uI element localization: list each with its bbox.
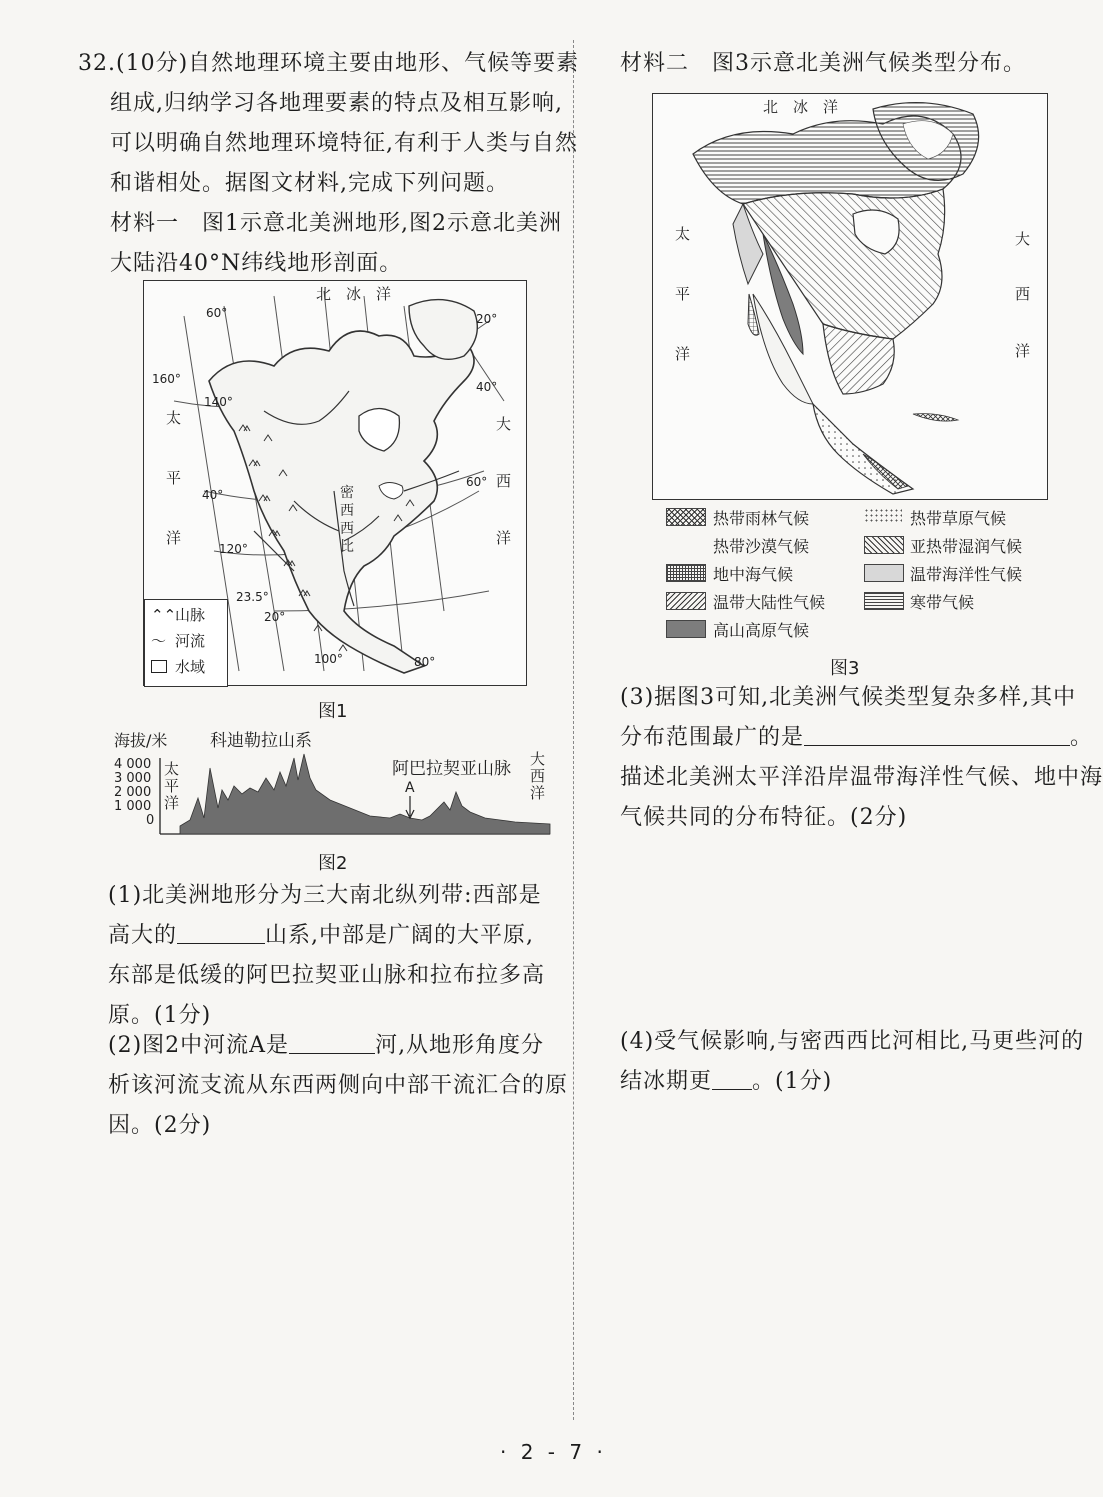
part3-text: 分布范围最广的是 [620, 725, 805, 750]
part1-line: 东部是低缓的阿巴拉契亚山脉和拉布拉多高 [108, 963, 546, 988]
legend-label: 热带沙漠气候 [713, 537, 810, 556]
longitude-label: 160° [152, 372, 181, 386]
legend-row-mountain [151, 604, 205, 625]
part4-line-with-blank [620, 1062, 1084, 1102]
atlantic-ocean-char: 洋 [496, 529, 512, 547]
part4-text: 。(1分) [752, 1069, 833, 1094]
answer-blank-3[interactable] [804, 721, 1070, 746]
subtropical-humid-swatch [864, 536, 904, 554]
part1-line-with-blank [108, 916, 545, 956]
appalachian-label: 阿巴拉契亚山脉 [392, 759, 511, 779]
part4-text: 结冰期更 [620, 1069, 713, 1094]
legend-label: 水域 [175, 658, 206, 676]
question-line: 32.(10分)自然地理环境主要由地形、气候等要素 [78, 51, 580, 76]
legend-label: 地中海气候 [713, 565, 794, 584]
latitude-label: 40° [202, 488, 224, 502]
page-number: · 2 - 7 · [500, 1440, 607, 1464]
legend-label: 热带雨林气候 [713, 509, 810, 528]
river-icon: 〜 [151, 632, 167, 650]
y-tick-label: 1 000 [114, 799, 152, 814]
legend-label: 高山高原气候 [713, 621, 810, 640]
legend-label: 亚热带湿润气候 [910, 537, 1023, 556]
longitude-label: 80° [414, 655, 436, 669]
part2-line-with-blank [108, 1026, 568, 1066]
pacific-ocean-char: 洋 [675, 345, 691, 363]
legend-label: 寒带气候 [910, 593, 975, 612]
atlantic-ocean-char: 大 [496, 415, 512, 433]
figure3-caption: 图3 [830, 658, 860, 679]
legend-label: 山脉 [175, 606, 206, 624]
river-a-label: A [405, 780, 415, 796]
arctic-ocean-label: 北 冰 洋 [763, 98, 839, 116]
atlantic-ocean-char: 洋 [1015, 342, 1031, 360]
profile-svg [110, 728, 555, 840]
atlantic-ocean-char: 西 [496, 472, 512, 490]
atlantic-ocean-char: 大 [1015, 230, 1031, 248]
material2-line: 材料二 图3示意北美洲气候类型分布。 [620, 51, 1026, 76]
y-axis-title: 海拔/米 [114, 731, 168, 750]
pacific-ocean-char: 太 [675, 225, 691, 243]
longitude-label: 140° [204, 395, 233, 409]
pacific-ocean-char: 平 [675, 285, 691, 303]
mountain-icon: ⌃⌃ [151, 606, 177, 624]
part2-line: 因。(2分) [108, 1113, 212, 1138]
pacific-char: 太 [164, 760, 180, 778]
cordillera-label: 科迪勒拉山系 [210, 731, 312, 751]
part1-text: 山系,中部是广阔的大平原, [265, 923, 535, 948]
part2-text: (2)图2中河流A是 [108, 1033, 290, 1058]
part1-question [108, 876, 545, 1036]
part4-line: (4)受气候影响,与密西西比河相比,马更些河的 [620, 1029, 1085, 1054]
answer-blank-2[interactable] [289, 1029, 375, 1054]
question-line: 可以明确自然地理环境特征,有利于人类与自然 [110, 131, 578, 156]
part1-line: (1)北美洲地形分为三大南北纵列带:西部是 [108, 883, 542, 908]
highland-swatch [666, 620, 706, 638]
question-line: 和谐相处。据图文材料,完成下列问题。 [110, 171, 509, 196]
part2-line: 析该河流支流从东西两侧向中部干流汇合的原 [108, 1073, 569, 1098]
pacific-ocean-char: 太 [166, 409, 182, 427]
figure2-profile [110, 728, 555, 840]
longitude-label: 60° [206, 306, 228, 320]
material1-line: 大陆沿40°N纬线地形剖面。 [110, 251, 403, 276]
part4-question [620, 1022, 1084, 1102]
part2-question [108, 1026, 568, 1146]
cold-climate-swatch [864, 592, 904, 610]
legend-label: 温带大陆性气候 [713, 593, 826, 612]
pacific-char: 洋 [164, 794, 180, 812]
part3-line: 气候共同的分布特征。(2分) [620, 805, 908, 830]
mediterranean-swatch [666, 564, 706, 582]
part3-question [620, 678, 1103, 838]
pacific-ocean-char: 洋 [166, 529, 182, 547]
part3-line: (3)据图3可知,北美洲气候类型复杂多样,其中 [620, 685, 1077, 710]
y-tick-label: 0 [146, 813, 155, 828]
question-intro [78, 44, 579, 284]
latitude-label: 20° [264, 610, 286, 624]
part3-line: 描述北美洲太平洋沿岸温带海洋性气候、地中海 [620, 765, 1103, 790]
part2-text: 河,从地形角度分 [375, 1033, 545, 1058]
answer-blank-4[interactable] [712, 1065, 752, 1090]
part3-text: 。 [1070, 725, 1094, 750]
mississippi-label-char: 西 [340, 503, 354, 519]
atlantic-char: 大 [530, 750, 546, 768]
longitude-label: 40° [476, 380, 498, 394]
longitude-label: 120° [219, 542, 248, 556]
legend-row-water [151, 656, 205, 677]
pacific-ocean-char: 平 [166, 469, 182, 487]
right-column [580, 0, 1103, 1497]
longitude-label: 60° [466, 475, 488, 489]
tropical-savanna-swatch [864, 508, 902, 524]
y-tick-label: 4 000 [114, 757, 152, 772]
arctic-ocean-label: 北 冰 洋 [316, 285, 392, 303]
latitude-label: 23.5° [236, 590, 269, 604]
temperate-continental-swatch [666, 592, 706, 610]
atlantic-ocean-char: 西 [1015, 285, 1031, 303]
pacific-char: 平 [164, 777, 180, 795]
longitude-label: 100° [314, 652, 343, 666]
part1-line: 原。(1分) [108, 1003, 212, 1028]
y-tick-label: 3 000 [114, 771, 152, 786]
figure3-climate-map [652, 93, 1048, 500]
water-icon [151, 660, 167, 673]
mississippi-label-char: 比 [340, 539, 354, 555]
column-divider [573, 40, 574, 1420]
atlantic-char: 西 [530, 767, 546, 785]
part3-line-with-blank [620, 718, 1103, 758]
material1-line: 材料一 图1示意北美洲地形,图2示意北美洲 [110, 211, 562, 236]
mississippi-label-char: 西 [340, 521, 354, 537]
legend-row-river [151, 630, 205, 651]
part1-text: 高大的 [108, 923, 178, 948]
legend-label: 河流 [175, 632, 206, 650]
question-line: 组成,归纳学习各地理要素的特点及相互影响, [110, 91, 563, 116]
climate-map-svg [653, 94, 1047, 499]
longitude-label: 20° [476, 312, 498, 326]
mississippi-label-char: 密 [340, 485, 354, 501]
answer-blank-1[interactable] [177, 919, 265, 944]
y-tick-label: 2 000 [114, 785, 152, 800]
legend-label: 温带海洋性气候 [910, 565, 1023, 584]
figure1-caption: 图1 [318, 701, 348, 722]
legend-label: 热带草原气候 [910, 509, 1007, 528]
figure1-legend [144, 599, 228, 687]
figure2-caption: 图2 [318, 853, 348, 874]
tropical-rainforest-swatch [666, 508, 706, 526]
temperate-marine-swatch [864, 564, 904, 582]
figure1-terrain-map [143, 280, 527, 686]
atlantic-char: 洋 [530, 784, 546, 802]
